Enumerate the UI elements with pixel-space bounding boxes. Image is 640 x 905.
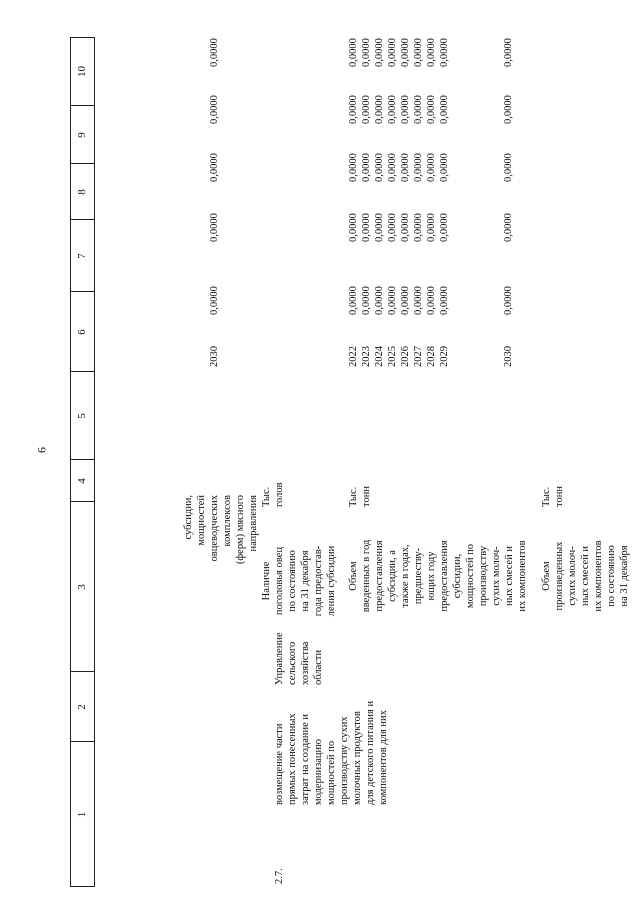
- measure-description: возмещение части прямых понесенных затрат на создание и модернизацию мощностей по производству сухих молочных продуктов для детского питания и компонентов для них: [274, 700, 389, 805]
- values-col7: 0,0000 0,0000 0,0000 0,0000 0,0000 0,0000 0,0000 0,0000: [348, 213, 450, 242]
- header-col-7: 7: [76, 253, 88, 259]
- value2-col9: 0,0000: [503, 95, 514, 124]
- value-col9: 0,0000: [209, 95, 220, 124]
- indicator-sheep: Наличие поголовья овец по состоянию на 31 декабря года предостав- ления субсидии: [261, 545, 337, 617]
- header-col-8: 8: [76, 189, 88, 195]
- value-col8: 0,0000: [209, 153, 220, 182]
- unit-tons-produced: Тыс. тонн: [541, 486, 565, 507]
- header-col-9: 9: [76, 132, 88, 138]
- header-col-4: 4: [76, 478, 88, 484]
- value2-col10: 0,0000: [503, 38, 514, 67]
- values-col10: 0,0000 0,0000 0,0000 0,0000 0,0000 0,0000 0,0000 0,0000: [348, 38, 450, 67]
- indicator-volume-introduced: Объем введенных в год предоставления субсидии, а также в годах, предшеству- ющих году предоставления субсидии, мощностей по производству сухих молоч- ных смесей и их компонентов: [348, 539, 528, 613]
- header-col-6: 6: [76, 329, 88, 335]
- unit-tons: Тыс. тонн: [348, 486, 372, 507]
- row-label: 2.7.: [274, 868, 285, 884]
- page-number: 6: [34, 447, 49, 453]
- value-col6: 0,0000: [209, 286, 220, 315]
- values-col6: 0,0000 0,0000 0,0000 0,0000 0,0000 0,0000 0,0000 0,0000: [348, 286, 450, 315]
- header-col-1: 1: [76, 811, 88, 818]
- year-2030-second: 2030: [503, 346, 514, 367]
- indicator-volume-produced: Объем произведенных сухих молоч- ных смесей и их компонентов по состоянию на 31 декабря: [541, 540, 630, 612]
- header-col-2: 2: [76, 704, 88, 710]
- year-2030: 2030: [209, 346, 220, 367]
- years-list: 2022 2023 2024 2025 2026 2027 2028 2029: [348, 346, 450, 367]
- unit-heads: Тыс. голов: [261, 482, 285, 507]
- values-col8: 0,0000 0,0000 0,0000 0,0000 0,0000 0,0000 0,0000 0,0000: [348, 153, 450, 182]
- header-col-3: 3: [76, 584, 88, 590]
- indicator-continued: субсидии, мощностей овцеводческих комплексов (ферм) мясного направления: [183, 495, 259, 565]
- value-col10: 0,0000: [209, 38, 220, 67]
- value2-col8: 0,0000: [503, 153, 514, 182]
- header-col-10: 10: [76, 66, 88, 77]
- header-col-5: 5: [76, 413, 88, 419]
- responsible-body: Управление сельского хозяйства области: [274, 632, 324, 685]
- values-col9: 0,0000 0,0000 0,0000 0,0000 0,0000 0,0000 0,0000 0,0000: [348, 95, 450, 124]
- value2-col7: 0,0000: [503, 213, 514, 242]
- value2-col6: 0,0000: [503, 286, 514, 315]
- value-col7: 0,0000: [209, 213, 220, 242]
- table: [70, 37, 640, 887]
